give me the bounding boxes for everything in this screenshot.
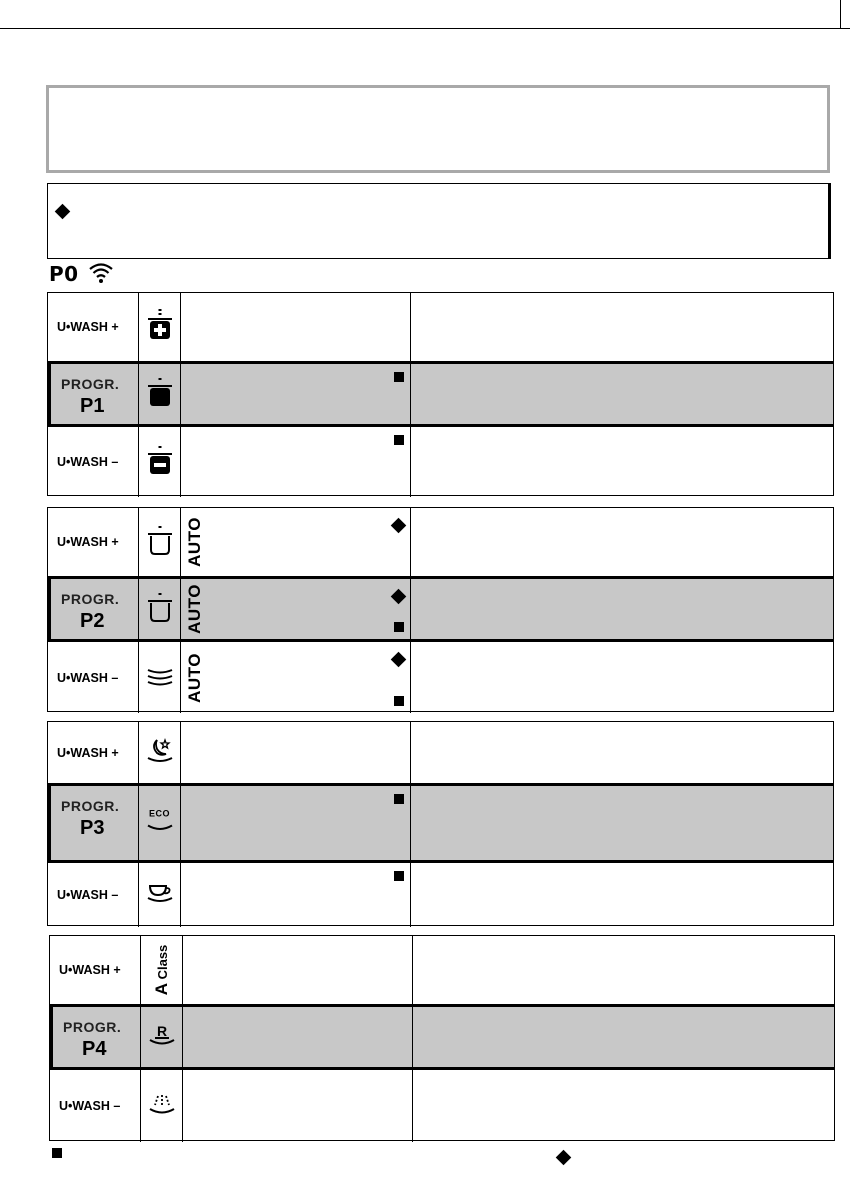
a-class-text: Class bbox=[154, 944, 170, 980]
description-cell bbox=[411, 786, 833, 860]
progr-label: PROGR. bbox=[61, 376, 120, 392]
option-label-cell bbox=[48, 863, 139, 927]
program-info-cell bbox=[181, 863, 411, 927]
uwash-minus-label: U•WASH – bbox=[57, 455, 119, 469]
auto-badge bbox=[185, 650, 205, 706]
description-cell bbox=[411, 722, 833, 783]
square-marker-icon bbox=[394, 871, 404, 881]
description-cell bbox=[411, 427, 833, 497]
program-row-p1 bbox=[48, 361, 833, 427]
uwash-plus-label: U•WASH + bbox=[57, 320, 119, 334]
program-info-cell bbox=[181, 293, 411, 361]
eco-text: ECO bbox=[148, 808, 170, 819]
icon-cell bbox=[141, 1070, 183, 1142]
option-label-cell bbox=[50, 1007, 141, 1067]
program-group-p1 bbox=[47, 292, 834, 496]
program-group-p4 bbox=[49, 935, 835, 1141]
icon-cell bbox=[139, 642, 181, 713]
spray-icon bbox=[147, 1091, 177, 1121]
option-label-cell bbox=[48, 579, 139, 639]
option-label-cell bbox=[48, 293, 139, 361]
program-info-cell bbox=[181, 427, 411, 497]
uwash-plus-row-p2 bbox=[48, 508, 833, 576]
legend-diamond-icon bbox=[556, 1150, 572, 1166]
wifi-icon bbox=[88, 262, 114, 288]
icon-cell bbox=[139, 863, 181, 927]
auto-text: AUTO bbox=[185, 652, 204, 703]
option-label-cell bbox=[48, 786, 139, 860]
uwash-minus-label: U•WASH – bbox=[59, 1099, 121, 1113]
waves-icon bbox=[146, 665, 174, 691]
square-marker-icon bbox=[394, 622, 404, 632]
top-rule bbox=[0, 28, 850, 29]
uwash-minus-label: U•WASH – bbox=[57, 888, 119, 902]
cup-icon bbox=[145, 881, 175, 909]
uwash-minus-row-p4 bbox=[50, 1070, 834, 1142]
auto-badge bbox=[185, 581, 205, 637]
program-number: P2 bbox=[80, 610, 105, 632]
program-number: P1 bbox=[80, 395, 105, 417]
diamond-marker-icon bbox=[391, 589, 407, 605]
uwash-plus-label: U•WASH + bbox=[59, 963, 121, 977]
eco-icon bbox=[145, 809, 175, 838]
program-row-p4 bbox=[50, 1004, 834, 1070]
option-label-cell bbox=[48, 427, 139, 497]
program-group-p3 bbox=[47, 721, 834, 926]
description-cell bbox=[411, 508, 833, 576]
diamond-marker-icon bbox=[55, 204, 71, 220]
program-row-p3 bbox=[48, 783, 833, 863]
option-label-cell bbox=[48, 364, 139, 424]
program-info-cell bbox=[183, 1070, 413, 1142]
program-info-cell bbox=[181, 508, 411, 576]
pot-minus-icon bbox=[146, 443, 174, 481]
program-info-cell bbox=[181, 722, 411, 783]
pot-outline-icon bbox=[146, 523, 174, 561]
uwash-minus-row-p3 bbox=[48, 863, 833, 927]
uwash-plus-row-p4 bbox=[50, 936, 834, 1004]
description-cell bbox=[411, 863, 833, 927]
program-number: P3 bbox=[80, 817, 105, 839]
program-info-cell bbox=[183, 1007, 413, 1067]
program-number: P4 bbox=[82, 1038, 107, 1060]
note-box-gray bbox=[46, 85, 830, 173]
icon-cell bbox=[139, 364, 181, 424]
diamond-marker-icon bbox=[391, 652, 407, 668]
auto-text: AUTO bbox=[185, 517, 204, 567]
option-label-cell bbox=[50, 936, 141, 1004]
a-class-icon bbox=[152, 940, 172, 1000]
icon-cell bbox=[141, 1007, 183, 1067]
program-info-cell bbox=[181, 786, 411, 860]
page-edge-tick bbox=[840, 0, 841, 28]
legend-square-icon bbox=[52, 1148, 62, 1158]
icon-cell bbox=[139, 579, 181, 639]
pot-outline-icon bbox=[146, 590, 174, 628]
svg-text:R: R bbox=[156, 1023, 167, 1039]
square-marker-icon bbox=[394, 794, 404, 804]
description-cell bbox=[411, 364, 833, 424]
square-marker-icon bbox=[394, 435, 404, 445]
description-cell bbox=[411, 293, 833, 361]
auto-badge bbox=[185, 514, 205, 570]
option-label-cell bbox=[48, 642, 139, 713]
progr-label: PROGR. bbox=[61, 798, 120, 814]
description-cell bbox=[413, 1070, 834, 1142]
uwash-plus-row-p1 bbox=[48, 293, 833, 361]
icon-cell bbox=[139, 722, 181, 783]
progr-label: PROGR. bbox=[61, 591, 120, 607]
uwash-plus-row-p3 bbox=[48, 722, 833, 783]
note-box-black bbox=[47, 183, 831, 259]
night-moon-icon bbox=[145, 736, 175, 770]
a-class-letter: A bbox=[151, 983, 171, 996]
description-cell bbox=[413, 936, 834, 1004]
pot-plus-icon bbox=[146, 308, 174, 346]
option-label-cell bbox=[50, 1070, 141, 1142]
program-info-cell bbox=[183, 936, 413, 1004]
p0-label: P0 bbox=[49, 262, 79, 286]
option-label-cell bbox=[48, 722, 139, 783]
icon-cell bbox=[141, 936, 183, 1004]
progr-label: PROGR. bbox=[63, 1019, 122, 1035]
uwash-plus-label: U•WASH + bbox=[57, 745, 119, 760]
uwash-minus-row-p1 bbox=[48, 427, 833, 497]
program-info-cell bbox=[181, 364, 411, 424]
description-cell bbox=[411, 579, 833, 639]
auto-text: AUTO bbox=[185, 584, 204, 634]
square-marker-icon bbox=[394, 372, 404, 382]
pot-filled-icon bbox=[146, 375, 174, 413]
icon-cell bbox=[139, 293, 181, 361]
icon-cell bbox=[139, 786, 181, 860]
icon-cell bbox=[139, 508, 181, 576]
program-group-p2 bbox=[47, 507, 834, 712]
program-info-cell bbox=[181, 642, 411, 713]
option-label-cell bbox=[48, 508, 139, 576]
description-cell bbox=[411, 642, 833, 713]
uwash-minus-row-p2 bbox=[48, 642, 833, 713]
program-row-p2 bbox=[48, 576, 833, 642]
icon-cell bbox=[139, 427, 181, 497]
description-cell bbox=[413, 1007, 834, 1067]
program-info-cell bbox=[181, 579, 411, 639]
uwash-plus-label: U•WASH + bbox=[57, 535, 119, 549]
uwash-minus-label: U•WASH – bbox=[57, 670, 119, 685]
square-marker-icon bbox=[394, 696, 404, 706]
diamond-marker-icon bbox=[391, 518, 407, 534]
rinse-r-icon bbox=[147, 1022, 177, 1052]
